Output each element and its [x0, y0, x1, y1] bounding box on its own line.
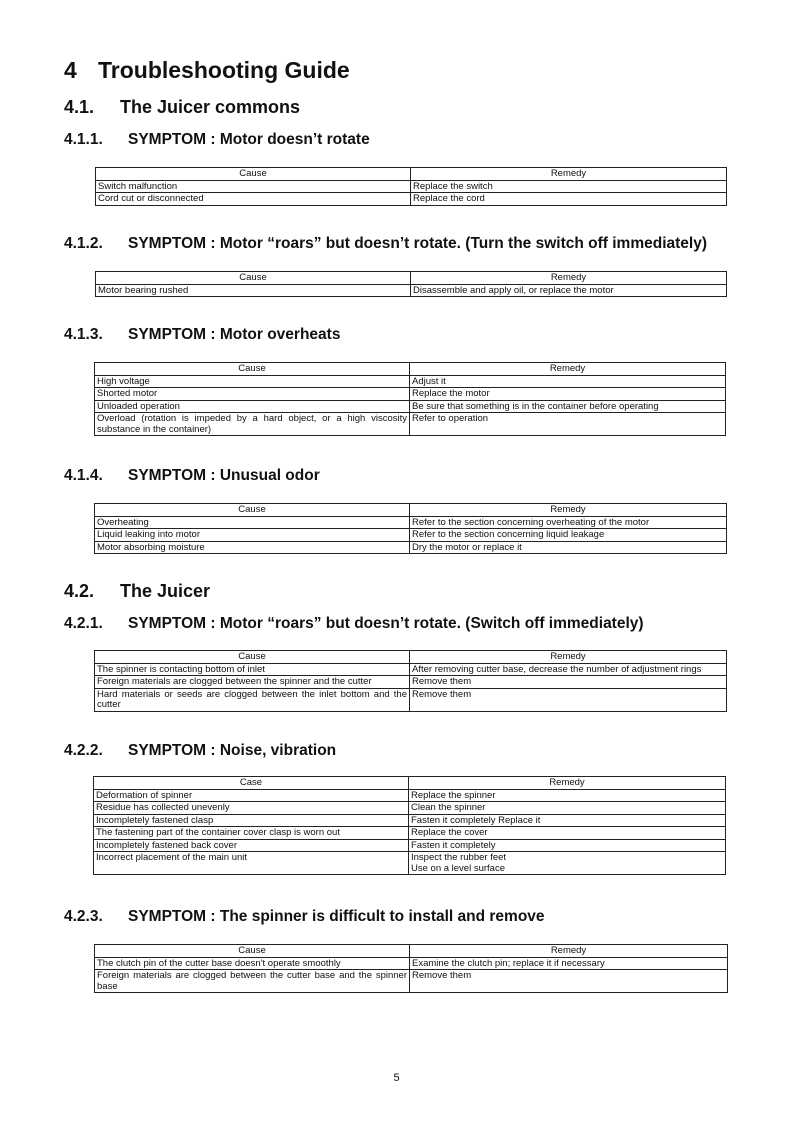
symptom-number: 4.2.3. — [64, 908, 103, 925]
header-cause: Cause — [96, 272, 411, 285]
remedy-cell: Replace the cord — [411, 193, 727, 206]
remedy-cell: Refer to the section concerning overheating of the motor — [410, 516, 727, 529]
section-heading-4-2 — [64, 581, 210, 602]
table-row — [96, 284, 727, 297]
symptom-table-4-2-1 — [94, 650, 727, 712]
cause-cell: Foreign materials are clogged between the spinner and the cutter — [95, 676, 410, 689]
remedy-cell: Examine the clutch pin; replace it if necessary — [410, 957, 728, 970]
symptom-table-4-1-4 — [94, 503, 727, 554]
symptom-title: SYMPTOM : Motor overheats — [128, 326, 341, 343]
remedy-cell: Disassemble and apply oil, or replace the motor — [411, 284, 727, 297]
header-cause: Cause — [95, 504, 410, 517]
symptom-number: 4.2.2. — [64, 742, 103, 759]
header-cause: Cause — [95, 945, 410, 958]
table-row — [95, 970, 728, 993]
table-row — [95, 541, 727, 554]
table-row — [94, 852, 726, 875]
table-row — [96, 180, 727, 193]
symptom-title: SYMPTOM : The spinner is difficult to install and remove — [128, 908, 545, 925]
cause-cell: Cord cut or disconnected — [96, 193, 411, 206]
symptom-number: 4.2.1. — [64, 615, 103, 632]
symptom-heading-4-2-1 — [64, 615, 644, 633]
cause-cell: Foreign materials are clogged between the cutter base and the spinner base — [95, 970, 410, 993]
cause-cell: Overload (rotation is impeded by a hard object, or a high viscosity substance in the container) — [95, 413, 410, 436]
cause-cell: Incompletely fastened back cover — [94, 839, 409, 852]
symptom-heading-4-2-2 — [64, 742, 336, 760]
table-row — [95, 400, 726, 413]
table-header-row — [95, 651, 727, 664]
table-row — [95, 388, 726, 401]
table-row — [95, 676, 727, 689]
symptom-title: SYMPTOM : Unusual odor — [128, 467, 320, 484]
remedy-cell: Refer to the section concerning liquid leakage — [410, 529, 727, 542]
cause-cell: Overheating — [95, 516, 410, 529]
table-header-row — [95, 945, 728, 958]
section-number: 4.1. — [64, 97, 95, 117]
header-case: Case — [94, 777, 409, 790]
cause-cell: High voltage — [95, 375, 410, 388]
remedy-cell: Replace the cover — [409, 827, 726, 840]
cause-cell: The spinner is contacting bottom of inlet — [95, 663, 410, 676]
remedy-cell: Dry the motor or replace it — [410, 541, 727, 554]
symptom-table-4-1-3 — [94, 362, 726, 436]
cause-cell: The clutch pin of the cutter base doesn't operate smoothly — [95, 957, 410, 970]
table-row — [94, 827, 726, 840]
cause-cell: Deformation of spinner — [94, 789, 409, 802]
header-remedy: Remedy — [410, 945, 728, 958]
cause-cell: Switch malfunction — [96, 180, 411, 193]
symptom-number: 4.1.4. — [64, 467, 103, 484]
cause-cell: Motor bearing rushed — [96, 284, 411, 297]
remedy-cell: Fasten it completely — [409, 839, 726, 852]
section-number: 4.2. — [64, 581, 95, 601]
symptom-heading-4-1-3 — [64, 326, 340, 344]
cause-cell: Motor absorbing moisture — [95, 541, 410, 554]
symptom-heading-4-1-4 — [64, 467, 320, 485]
cause-cell: Incorrect placement of the main unit — [94, 852, 409, 875]
remedy-cell: Inspect the rubber feet Use on a level surface — [409, 852, 726, 875]
symptom-number: 4.1.1. — [64, 131, 103, 148]
table-row — [94, 839, 726, 852]
remedy-cell: Refer to operation — [410, 413, 726, 436]
remedy-cell: Replace the spinner — [409, 789, 726, 802]
remedy-cell: Adjust it — [410, 375, 726, 388]
remedy-cell: Be sure that something is in the container before operating — [410, 400, 726, 413]
table-row — [95, 957, 728, 970]
symptom-number: 4.1.2. — [64, 235, 103, 252]
symptom-heading-4-1-1 — [64, 131, 370, 149]
table-row — [94, 814, 726, 827]
symptom-heading-4-1-2 — [64, 235, 707, 253]
symptom-table-4-1-1 — [95, 167, 727, 206]
remedy-cell: Replace the motor — [410, 388, 726, 401]
title-text: Troubleshooting Guide — [98, 57, 350, 83]
header-cause: Cause — [96, 168, 411, 181]
remedy-cell: Clean the spinner — [409, 802, 726, 815]
section-title: The Juicer — [120, 581, 211, 601]
remedy-cell: Remove them — [410, 676, 727, 689]
remedy-cell: After removing cutter base, decrease the number of adjustment rings — [410, 663, 727, 676]
table-header-row — [94, 777, 726, 790]
remedy-cell: Fasten it completely Replace it — [409, 814, 726, 827]
page-title — [64, 57, 350, 84]
header-cause: Cause — [95, 651, 410, 664]
table-row — [95, 663, 727, 676]
section-title: The Juicer commons — [120, 97, 301, 117]
remedy-cell: Replace the switch — [411, 180, 727, 193]
table-row — [94, 802, 726, 815]
header-remedy: Remedy — [410, 363, 726, 376]
symptom-table-4-1-2 — [95, 271, 727, 297]
table-header-row — [96, 272, 727, 285]
symptom-table-4-2-3 — [94, 944, 728, 993]
symptom-title: SYMPTOM : Motor “roars” but doesn’t rotate. (Switch off immediately) — [128, 615, 644, 632]
section-heading-4-1 — [64, 97, 300, 118]
symptom-number: 4.1.3. — [64, 326, 103, 343]
table-row — [95, 375, 726, 388]
header-remedy: Remedy — [411, 272, 727, 285]
table-row — [96, 193, 727, 206]
table-row — [95, 529, 727, 542]
header-cause: Cause — [95, 363, 410, 376]
header-remedy: Remedy — [410, 651, 727, 664]
symptom-title: SYMPTOM : Motor doesn’t rotate — [128, 131, 370, 148]
symptom-heading-4-2-3 — [64, 908, 545, 926]
cause-cell: Liquid leaking into motor — [95, 529, 410, 542]
cause-cell: Residue has collected unevenly — [94, 802, 409, 815]
table-row — [95, 413, 726, 436]
table-row — [94, 789, 726, 802]
symptom-title: SYMPTOM : Motor “roars” but doesn’t rotate. (Turn the switch off immediately) — [128, 235, 707, 252]
table-header-row — [95, 363, 726, 376]
cause-cell: Shorted motor — [95, 388, 410, 401]
header-remedy: Remedy — [409, 777, 726, 790]
cause-cell: Unloaded operation — [95, 400, 410, 413]
title-number: 4 — [64, 57, 77, 83]
table-row — [95, 688, 727, 711]
remedy-cell: Remove them — [410, 688, 727, 711]
cause-cell: Hard materials or seeds are clogged between the inlet bottom and the cutter — [95, 688, 410, 711]
remedy-cell: Remove them — [410, 970, 728, 993]
table-header-row — [95, 504, 727, 517]
cause-cell: The fastening part of the container cover clasp is worn out — [94, 827, 409, 840]
table-header-row — [96, 168, 727, 181]
symptom-table-4-2-2 — [93, 776, 726, 875]
header-remedy: Remedy — [411, 168, 727, 181]
page-number: 5 — [393, 1072, 400, 1084]
table-row — [95, 516, 727, 529]
symptom-title: SYMPTOM : Noise, vibration — [128, 742, 337, 759]
cause-cell: Incompletely fastened clasp — [94, 814, 409, 827]
header-remedy: Remedy — [410, 504, 727, 517]
